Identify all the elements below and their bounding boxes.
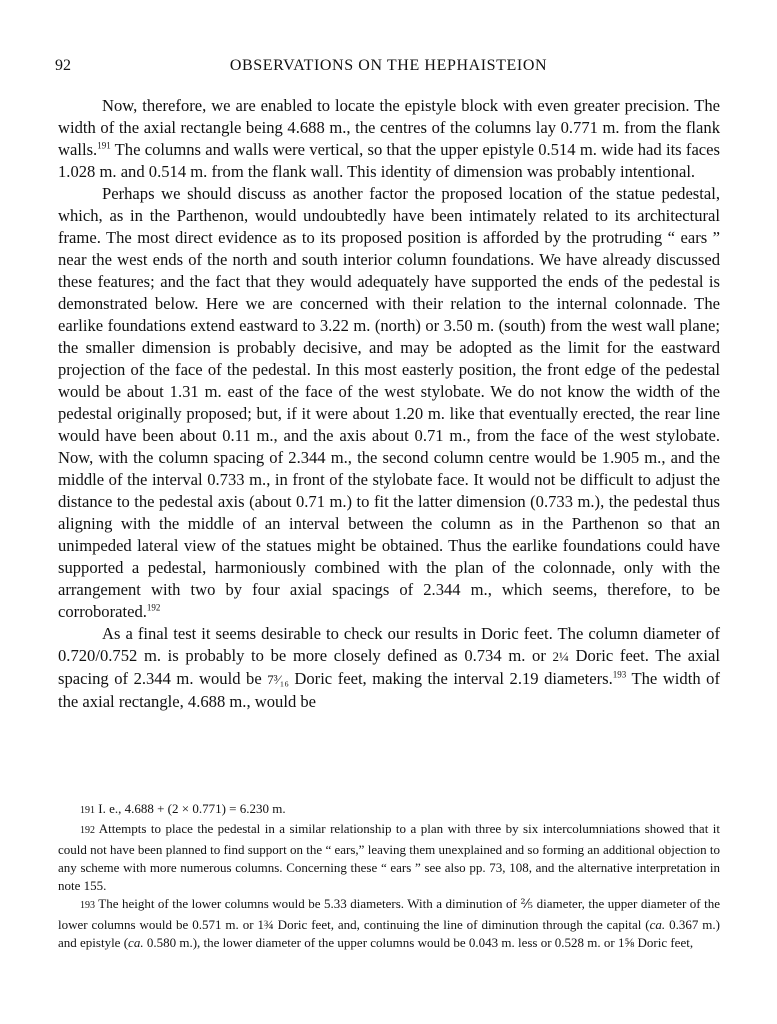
fraction: 1¾: [257, 916, 274, 932]
paragraph: [58, 95, 720, 183]
fraction: 1⅝: [618, 935, 635, 951]
text-run: As a final test it seems desirable to check our results in Doric feet. The column diameter of 0.720/0.752 m. is probably to be more closely defined as 0.734 m. or: [58, 624, 720, 665]
body-text: [58, 95, 720, 713]
italic-abbrev: ca.: [128, 935, 144, 951]
footnote: [58, 800, 720, 820]
text-run: Doric feet,: [634, 935, 694, 951]
text-run: Doric feet, and, continuing the line of diminution through the capital (: [273, 916, 650, 932]
footnote: [58, 820, 720, 895]
text-run: 0.580 m.), the lower diameter of the upper columns would be 0.043 m. less or 0.528 m. or: [143, 935, 618, 951]
italic-abbrev: ca.: [649, 916, 666, 932]
text-run: The columns and walls were vertical, so that the upper epistyle 0.514 m. wide had its faces 1.028 m. and 0.514 m. from the flank wall. This identity of dimension was probably intentional.: [58, 140, 720, 181]
text-run: Perhaps we should discuss as another factor the proposed location of the statue pedestal, which, as in the Parthenon, would undoubtedly have been intimately related to its architectural frame. The most direct evidence as to its proposed position is afforded by the protruding “ ears ” near the west ends of the north and south interior column foundations. We have already discussed these features; and the fact that they would adequately have supported the ends of the pedestal is demonstrated below. Here we are concerned with their relation to the internal colonnade. The earlike foundations extend eastward to 3.22 m. (north) or 3.50 m. (south) from the west wall plane; the smaller dimension is probably decisive, and may be adopted as the limit for the eastward projection of the face of the pedestal. In this most easterly position, the front edge of the pedestal would be about 1.31 m. east of the face of the west stylobate. We do not know the width of the pedestal originally proposed; but, if it were about 1.20 m. like that eventually erected, the rear line would have been about 0.11 m., and the axis about 0.71 m., from the face of the west stylobate. Now, with the column spacing of 2.344 m., the second column centre would be 1.905 m., and the middle of the interval 0.733 m., in front of the stylobate face. It would not be difficult to adjust the distance to the pedestal axis (about 0.71 m.) to fit the latter dimension (0.733 m.), the pedestal thus aligning with the middle of an interval between the column as in the Parthenon so that an unimpeded lateral view of the statues might be obtained. Thus the earlike foundations could have supported a pedestal, harmoniously combined with the plan of the colonnade, only with the arrangement with two by four axial spacings of 2.344 m., which seems, therefore, to be corroborated.: [58, 184, 720, 621]
footnotes: [58, 800, 720, 952]
footnote: [58, 895, 720, 952]
fraction: 2¼: [552, 649, 569, 664]
text-run: The width of the axial rectangle, 4.688 m., would be: [58, 669, 720, 711]
text-run: The height of the lower columns would be 5.33 diameters. With a diminution of: [95, 896, 521, 912]
fraction: ⅖: [520, 896, 534, 912]
text-run: Now, therefore, we are enabled to locate the epistyle block with even greater precision. The width of the axial rectangle being 4.688 m., the centres of the columns lay 0.771 m. from the flank walls.: [58, 96, 720, 159]
footnote-number: 193: [80, 900, 95, 912]
page-header: [55, 57, 722, 81]
footnote-number: 192: [80, 825, 95, 837]
paragraph: [58, 623, 720, 713]
footnote-ref: 191: [97, 140, 111, 151]
text-run: diameter, the upper diameter of the lower columns would be 0.571 m. or: [58, 896, 720, 932]
text-run: I. e., 4.688 + (2 × 0.771) = 6.230 m.: [95, 801, 286, 816]
text-run: Doric feet. The axial spacing of 2.344 m. would be: [58, 646, 721, 688]
page-number: 92: [55, 57, 71, 74]
text-run: Attempts to place the pedestal in a similar relationship to a plan with three by six intercolumniations showed that it could not have been planned to find support on the “ ears,” leaving them unexplained and so forming an additional objection to any scheme with more numerous columns. Concerning these “ ears ” see also pp. 73, 108, and the alternative interpretation in note 155.: [58, 821, 720, 894]
text-run: 0.367 m.) and epistyle (: [58, 916, 720, 951]
text-run: Doric feet, making the interval 2.19 diameters.: [288, 669, 613, 688]
footnote-ref: 192: [146, 602, 161, 613]
paragraph: [58, 183, 720, 623]
running-title: OBSERVATIONS ON THE HEPHAISTEION: [229, 57, 548, 74]
fraction: 7³⁄₁₆: [267, 672, 289, 687]
footnote-number: 191: [80, 805, 95, 816]
footnote-ref: 193: [612, 669, 627, 680]
